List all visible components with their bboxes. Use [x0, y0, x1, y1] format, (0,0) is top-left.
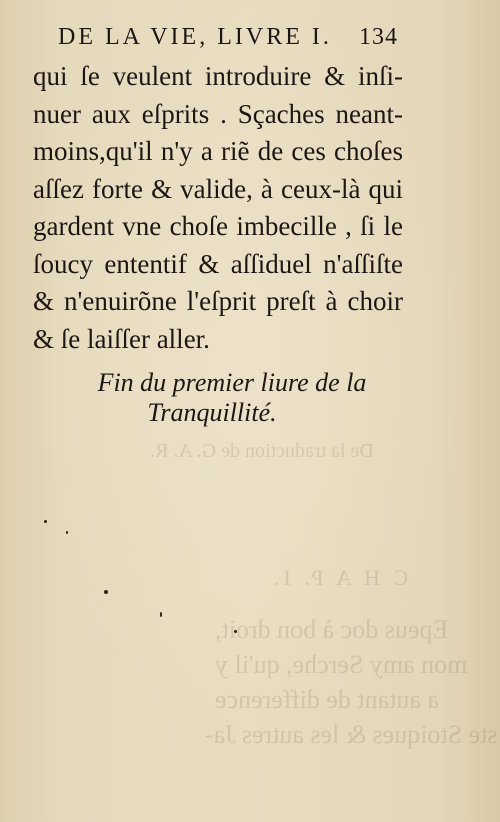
running-title: DE LA VIE, LIVRE I. — [58, 24, 332, 50]
colophon-line: Tranquillité. — [147, 398, 277, 427]
ink-speck — [104, 590, 108, 594]
page-number: 134 — [359, 24, 398, 50]
text-line: & n'enuirõne l'eſprit preſt à choir — [33, 286, 403, 316]
running-header — [58, 24, 398, 54]
show-through-text: Epeus doc à bon droit, — [215, 615, 449, 644]
ink-speck — [234, 630, 237, 633]
show-through-text: ste Stoiques & les autres Ja- — [205, 720, 498, 749]
ink-speck — [66, 531, 68, 534]
body-paragraph — [33, 58, 403, 358]
show-through-text: C H A P. I. — [270, 565, 409, 590]
text-line: gardent vne choſe imbecille , ſi le — [33, 211, 403, 241]
text-line: & ſe laiſſer aller. — [33, 323, 210, 354]
text-line: qui ſe veulent introduire & inſi- — [33, 61, 403, 91]
ink-speck — [160, 612, 162, 617]
text-line: nuer aux eſprits . Sçaches neant- — [33, 98, 403, 129]
show-through-text: De la traduction de G. A. R. — [150, 440, 374, 462]
show-through-text: mon amy Serche, qu'il y — [215, 650, 468, 679]
show-through-text: a autant de difference — [215, 685, 439, 714]
text-line: moins,qu'il n'y a riẽ de ces choſes — [33, 136, 403, 166]
colophon-line: Fin du premier liure de la — [97, 368, 367, 397]
ink-speck — [44, 520, 47, 523]
text-line: aſſez forte & valide, à ceux-là qui — [33, 173, 403, 204]
text-line: ſoucy ententif & aſſiduel n'aſſiſte — [33, 248, 403, 279]
